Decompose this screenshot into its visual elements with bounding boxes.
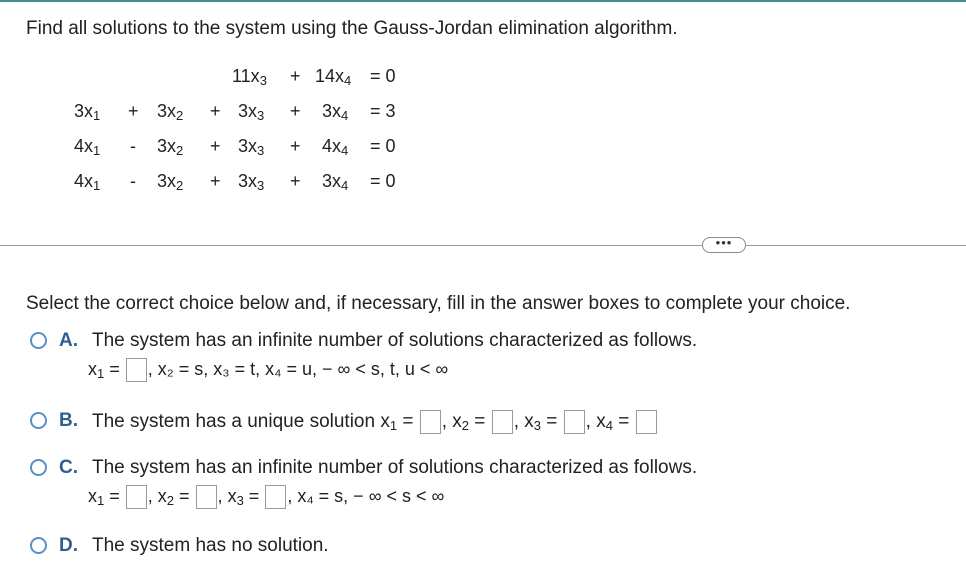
op-r1-3: + xyxy=(290,66,301,86)
choice-a-text: The system has an infinite number of solutions characterized as follows. xyxy=(92,330,698,351)
rhs-r3: = 0 xyxy=(370,136,396,156)
choice-a-rest: , x₂ = s, x₃ = t, x₄ = u, − ∞ < s, t, u < ∞ xyxy=(147,358,449,379)
term-r4-x4: $3x_4$ xyxy=(322,171,349,193)
rhs-r1: = 0 xyxy=(370,66,396,86)
choice-b-text: The system has a unique solution $x_1$ = , $x_2$ = , $x_3$ = , $x_4$ = xyxy=(92,410,658,434)
term-r3-x1: $4x_1$ xyxy=(74,136,101,158)
more-options-button[interactable]: ••• xyxy=(702,237,746,253)
term-r4-x3: $3x_3$ xyxy=(238,171,265,193)
choice-c-rest: , x₄ = s, − ∞ < s < ∞ xyxy=(287,485,445,506)
op-r3-1: - xyxy=(130,136,136,156)
term-r3-x2: $3x_2$ xyxy=(157,136,184,158)
term-r3-x4: $4x_4$ xyxy=(322,136,349,158)
rhs-r2: = 3 xyxy=(370,101,396,121)
choice-d-letter: D. xyxy=(59,535,78,556)
op-r3-2: + xyxy=(210,136,221,156)
op-r3-3: + xyxy=(290,136,301,156)
rhs-r4: = 0 xyxy=(370,171,396,191)
term-r2-x2: $3x_2$ xyxy=(157,101,184,123)
choice-a-radio[interactable] xyxy=(30,332,47,349)
choice-a-letter: A. xyxy=(59,330,78,351)
choice-c-x3-input[interactable] xyxy=(265,485,286,509)
term-r2-x3: $3x_3$ xyxy=(238,101,265,123)
choice-a-x1-input[interactable] xyxy=(126,358,147,382)
term-r1-x4: $14x_4$ xyxy=(315,66,352,88)
choice-b-x2-input[interactable] xyxy=(492,410,513,434)
term-r2-x4: $3x_4$ xyxy=(322,101,349,123)
choice-b-radio[interactable] xyxy=(30,412,47,429)
choice-b-x1-input[interactable] xyxy=(420,410,441,434)
choice-d-text: The system has no solution. xyxy=(92,535,329,556)
term-r1-x3: $11x_3$ xyxy=(232,66,267,88)
op-r4-3: + xyxy=(290,171,301,191)
choice-c-x1-input[interactable] xyxy=(126,485,147,509)
choice-c-expression: $x_1$ = , $x_2$ = , $x_3$ = , x₄ = s, − ∞ < s < ∞ xyxy=(88,485,445,508)
choice-c-radio[interactable] xyxy=(30,459,47,476)
term-r4-x2: $3x_2$ xyxy=(157,171,184,193)
question-prompt: Find all solutions to the system using the Gauss-Jordan elimination algorithm. xyxy=(26,18,678,39)
term-r2-x1: $3x_1$ xyxy=(74,101,101,123)
choice-b-x3-input[interactable] xyxy=(564,410,585,434)
op-r4-2: + xyxy=(210,171,221,191)
op-r2-3: + xyxy=(290,101,301,121)
top-border xyxy=(0,0,966,2)
op-r2-1: + xyxy=(128,101,139,121)
choice-d-radio[interactable] xyxy=(30,537,47,554)
op-r4-1: - xyxy=(130,171,136,191)
choice-c-x2-input[interactable] xyxy=(196,485,217,509)
instruction-text: Select the correct choice below and, if necessary, fill in the answer boxes to complete your choice. xyxy=(26,293,851,314)
choice-c-text: The system has an infinite number of solutions characterized as follows. xyxy=(92,457,698,478)
choice-b-letter: B. xyxy=(59,410,78,431)
choice-a-expression: $x_1$ = , x₂ = s, x₃ = t, x₄ = u, − ∞ < s, t, u < ∞ xyxy=(88,358,449,381)
section-divider xyxy=(0,245,966,246)
op-r2-2: + xyxy=(210,101,221,121)
choice-c-letter: C. xyxy=(59,457,78,478)
equation-system xyxy=(74,60,414,210)
term-r3-x3: $3x_3$ xyxy=(238,136,265,158)
term-r4-x1: $4x_1$ xyxy=(74,171,101,193)
choice-b-x4-input[interactable] xyxy=(636,410,657,434)
